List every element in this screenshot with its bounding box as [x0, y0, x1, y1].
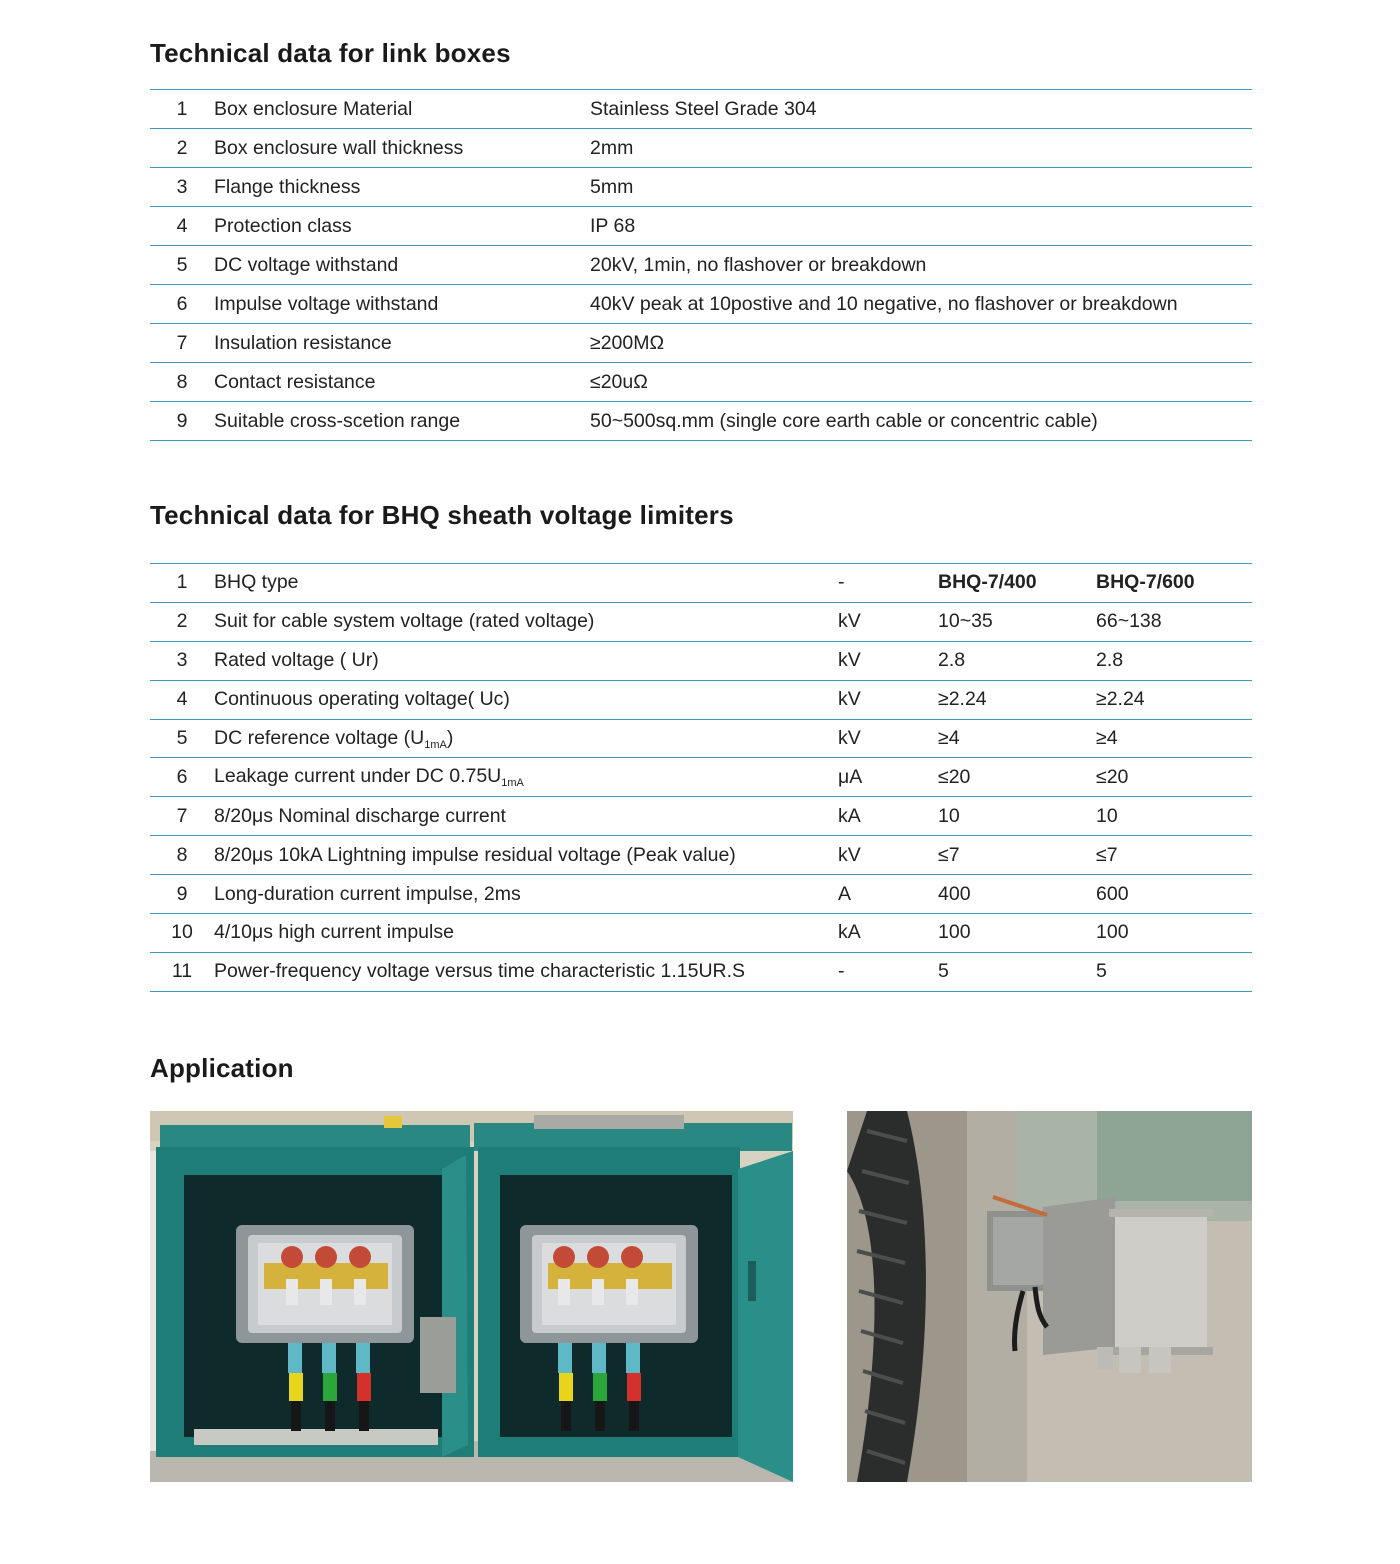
row-item: Long-duration current impulse, 2ms	[214, 875, 838, 914]
row-item-subscript: 1mA	[424, 738, 447, 751]
application-title: Application	[150, 1053, 294, 1083]
row-item	[214, 758, 838, 797]
row-item: Flange thickness	[214, 168, 590, 207]
row-number: 1	[150, 90, 214, 129]
row-value-1: 10~35	[938, 602, 1096, 641]
row-value-1: BHQ-7/400	[938, 564, 1096, 603]
row-number: 6	[150, 758, 214, 797]
row-value: ≥200MΩ	[590, 324, 1252, 363]
row-value-1: ≤7	[938, 836, 1096, 875]
row-number: 6	[150, 285, 214, 324]
row-number: 2	[150, 129, 214, 168]
row-number: 7	[150, 797, 214, 836]
row-number: 10	[150, 914, 214, 953]
row-value-2: 5	[1096, 952, 1252, 991]
row-item: 4/10μs high current impulse	[214, 914, 838, 953]
row-value: 2mm	[590, 129, 1252, 168]
table-row	[150, 952, 1252, 991]
row-item: Insulation resistance	[214, 324, 590, 363]
row-item: 8/20μs Nominal discharge current	[214, 797, 838, 836]
row-number: 5	[150, 246, 214, 285]
row-unit: kA	[838, 914, 938, 953]
row-number: 8	[150, 363, 214, 402]
wall-mounted-link-box-photo	[847, 1111, 1252, 1482]
table-row	[150, 680, 1252, 719]
table-row	[150, 797, 1252, 836]
link-boxes-title: Technical data for link boxes	[150, 38, 511, 68]
table-row	[150, 914, 1252, 953]
row-value-2: ≥2.24	[1096, 680, 1252, 719]
row-value-1: 100	[938, 914, 1096, 953]
row-number: 9	[150, 875, 214, 914]
row-value-2: ≥4	[1096, 719, 1252, 758]
row-number: 4	[150, 680, 214, 719]
row-item: Suit for cable system voltage (rated voltage)	[214, 602, 838, 641]
row-value-1: ≤20	[938, 758, 1096, 797]
row-item: Box enclosure Material	[214, 90, 590, 129]
row-item: Continuous operating voltage( Uc)	[214, 680, 838, 719]
table-row	[150, 168, 1252, 207]
row-number: 1	[150, 564, 214, 603]
link-box-cabinets-photo	[150, 1111, 793, 1482]
table-row	[150, 719, 1252, 758]
row-value-1: ≥4	[938, 719, 1096, 758]
table-row	[150, 129, 1252, 168]
table-row	[150, 875, 1252, 914]
row-unit: A	[838, 875, 938, 914]
row-item-text: Leakage current under DC 0.75U	[214, 765, 502, 788]
row-value-1: 2.8	[938, 641, 1096, 680]
row-value-2: ≤20	[1096, 758, 1252, 797]
row-value: 40kV peak at 10postive and 10 negative, no flashover or breakdown	[590, 285, 1252, 324]
table-row	[150, 246, 1252, 285]
row-value: Stainless Steel Grade 304	[590, 90, 1252, 129]
row-unit: kV	[838, 719, 938, 758]
row-item-subscript: 1mA	[501, 777, 524, 790]
row-value-2: 10	[1096, 797, 1252, 836]
row-unit: kV	[838, 680, 938, 719]
row-item: Suitable cross-scetion range	[214, 402, 590, 441]
row-value-2: 600	[1096, 875, 1252, 914]
table-row	[150, 758, 1252, 797]
row-item: DC voltage withstand	[214, 246, 590, 285]
table-row	[150, 836, 1252, 875]
row-unit: kV	[838, 641, 938, 680]
row-item-suffix: )	[446, 726, 454, 749]
row-value: 20kV, 1min, no flashover or breakdown	[590, 246, 1252, 285]
row-item	[214, 719, 838, 758]
table-row	[150, 285, 1252, 324]
link-boxes-table	[150, 89, 1252, 441]
row-number: 11	[150, 952, 214, 991]
row-unit: kV	[838, 836, 938, 875]
row-number: 4	[150, 207, 214, 246]
row-unit: μA	[838, 758, 938, 797]
table-row	[150, 641, 1252, 680]
row-item: BHQ type	[214, 564, 838, 603]
row-number: 8	[150, 836, 214, 875]
row-number: 3	[150, 168, 214, 207]
row-value-1: 400	[938, 875, 1096, 914]
row-item: Box enclosure wall thickness	[214, 129, 590, 168]
table-row	[150, 363, 1252, 402]
row-value-1: 10	[938, 797, 1096, 836]
row-unit: -	[838, 564, 938, 603]
table-row	[150, 602, 1252, 641]
row-value: IP 68	[590, 207, 1252, 246]
table-row	[150, 402, 1252, 441]
row-number: 2	[150, 602, 214, 641]
row-unit: kA	[838, 797, 938, 836]
row-item: Contact resistance	[214, 363, 590, 402]
row-value-2: 66~138	[1096, 602, 1252, 641]
limiters-table	[150, 563, 1252, 992]
row-item: Protection class	[214, 207, 590, 246]
row-value: 50~500sq.mm (single core earth cable or concentric cable)	[590, 402, 1252, 441]
row-number: 9	[150, 402, 214, 441]
table-row	[150, 90, 1252, 129]
row-value-1: 5	[938, 952, 1096, 991]
table-row	[150, 207, 1252, 246]
row-item: Impulse voltage withstand	[214, 285, 590, 324]
row-unit: -	[838, 952, 938, 991]
row-number: 5	[150, 719, 214, 758]
row-value: ≤20uΩ	[590, 363, 1252, 402]
row-value: 5mm	[590, 168, 1252, 207]
row-number: 7	[150, 324, 214, 363]
row-value-2: ≤7	[1096, 836, 1252, 875]
row-value-2: 2.8	[1096, 641, 1252, 680]
row-value-2: 100	[1096, 914, 1252, 953]
table-row	[150, 324, 1252, 363]
row-item: 8/20μs 10kA Lightning impulse residual voltage (Peak value)	[214, 836, 838, 875]
row-number: 3	[150, 641, 214, 680]
row-value-1: ≥2.24	[938, 680, 1096, 719]
limiters-title: Technical data for BHQ sheath voltage limiters	[150, 500, 734, 530]
row-item-text: DC reference voltage (U	[214, 726, 425, 749]
table-row	[150, 564, 1252, 603]
row-value-2: BHQ-7/600	[1096, 564, 1252, 603]
row-item: Power-frequency voltage versus time characteristic 1.15UR.S	[214, 952, 838, 991]
row-unit: kV	[838, 602, 938, 641]
row-item: Rated voltage ( Ur)	[214, 641, 838, 680]
